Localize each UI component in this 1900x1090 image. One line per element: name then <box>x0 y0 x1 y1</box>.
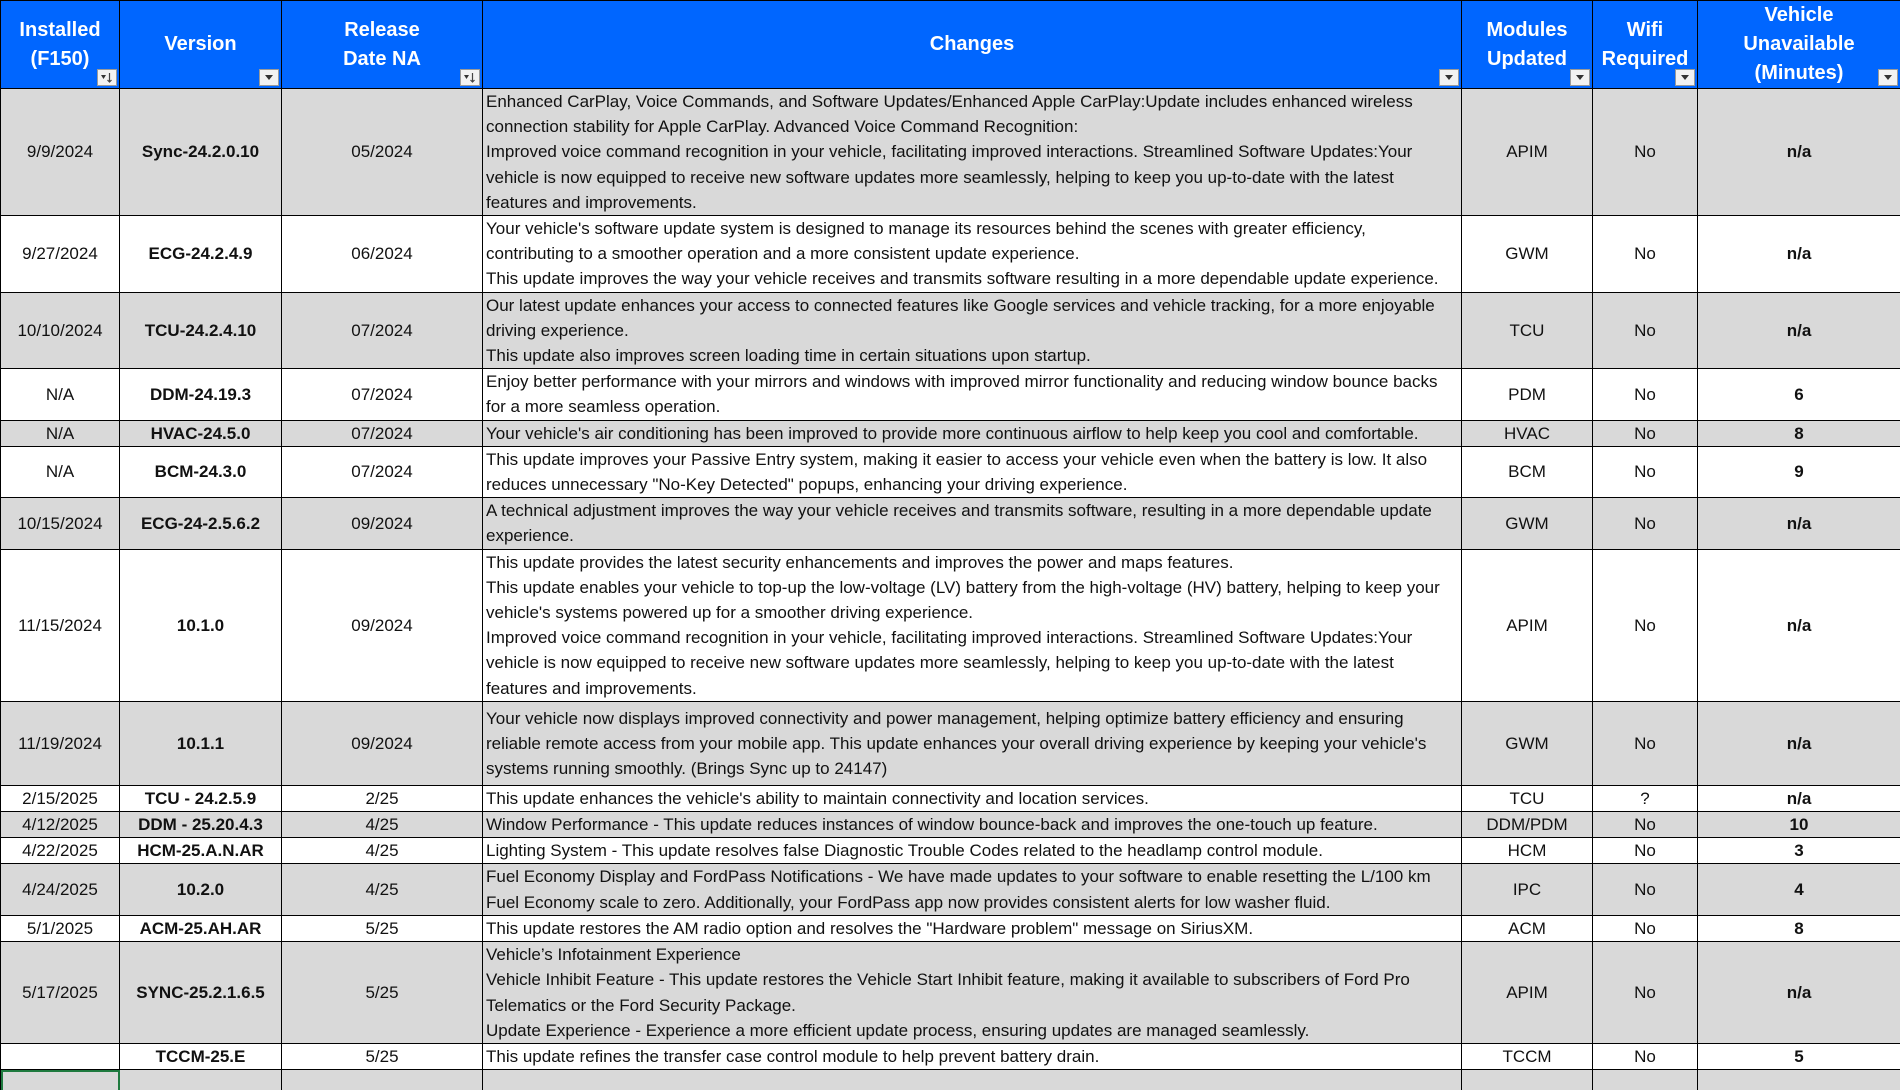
header-installed[interactable] <box>1 1 120 89</box>
header-changes[interactable] <box>483 1 1462 89</box>
cell-vehicle-unavailable[interactable]: n/a <box>1698 292 1900 369</box>
empty-cell[interactable] <box>1698 1070 1900 1090</box>
cell-wifi-required[interactable]: No <box>1593 292 1698 369</box>
cell-installed[interactable]: 4/12/2025 <box>1 812 120 838</box>
table-row <box>1 292 1900 369</box>
cell-version[interactable]: HCM-25.A.N.AR <box>120 838 282 864</box>
header-text-line: (F150) <box>30 47 90 70</box>
change-paragraph: Update Experience - Experience a more efficient update process, ensuring updates are managed seamlessly. <box>486 1020 1310 1040</box>
cell-changes[interactable] <box>483 838 1462 864</box>
table-row <box>1 420 1900 446</box>
header-text-line: Required <box>1601 47 1689 70</box>
header-text-line: Changes <box>929 33 1015 55</box>
cell-release-date[interactable]: 4/25 <box>282 864 483 915</box>
change-paragraph: Lighting System - This update resolves false Diagnostic Trouble Codes related to the headlamp control module. <box>486 841 1323 861</box>
cell-wifi-required[interactable]: No <box>1593 915 1698 941</box>
change-paragraph: Vehicle’s Infotainment Experience <box>486 945 741 965</box>
cell-wifi-required[interactable]: No <box>1593 838 1698 864</box>
change-paragraph: This update also improves screen loading time in certain situations upon startup. <box>486 346 1091 366</box>
change-paragraph: Vehicle Inhibit Feature - This update restores the Vehicle Start Inhibit feature, making it available to subscribers of Ford Pro Telematics or the Ford Security Package. <box>486 970 1410 1015</box>
header-row <box>1 1 1900 89</box>
empty-cell[interactable] <box>1593 1070 1698 1090</box>
cell-release-date[interactable]: 2/25 <box>282 785 483 811</box>
filter-dropdown-icon[interactable] <box>1675 69 1695 86</box>
cell-vehicle-unavailable[interactable]: 4 <box>1698 864 1900 915</box>
cell-modules-updated[interactable]: ACM <box>1462 915 1593 941</box>
cell-vehicle-unavailable[interactable]: n/a <box>1698 942 1900 1044</box>
cell-wifi-required[interactable]: No <box>1593 812 1698 838</box>
change-paragraph: This update improves the way your vehicle receives and transmits software resulting in a more dependable update experience. <box>486 269 1439 289</box>
header-text-line: Modules <box>1486 18 1568 41</box>
cell-version[interactable]: 10.1.1 <box>120 701 282 785</box>
cell-modules-updated[interactable]: BCM <box>1462 446 1593 497</box>
header-text-line: Updated <box>1487 47 1567 70</box>
cell-changes[interactable] <box>483 292 1462 369</box>
sort-ascending-icon[interactable] <box>460 69 480 86</box>
cell-changes[interactable] <box>483 89 1462 216</box>
cell-wifi-required[interactable]: No <box>1593 498 1698 549</box>
change-paragraph: Enhanced CarPlay, Voice Commands, and Software Updates/Enhanced Apple CarPlay:Update includes enhanced wireless connection stability for Apple CarPlay. Advanced Voice Command Recognition: <box>486 92 1413 137</box>
table-row <box>1 549 1900 701</box>
cell-changes[interactable] <box>483 369 1462 420</box>
cell-changes[interactable] <box>483 864 1462 915</box>
table-row <box>1 1043 1900 1069</box>
cell-wifi-required[interactable]: No <box>1593 420 1698 446</box>
cell-modules-updated[interactable]: GWM <box>1462 701 1593 785</box>
cell-wifi-required[interactable]: No <box>1593 701 1698 785</box>
cell-changes[interactable] <box>483 549 1462 701</box>
cell-installed[interactable]: 10/10/2024 <box>1 292 120 369</box>
cell-modules-updated[interactable]: TCCM <box>1462 1043 1593 1069</box>
header-text-line: Version <box>164 33 237 55</box>
cell-release-date[interactable]: 09/2024 <box>282 549 483 701</box>
header-text-line: Wifi <box>1626 18 1664 41</box>
cell-release-date[interactable]: 09/2024 <box>282 498 483 549</box>
cell-version[interactable]: DDM - 25.20.4.3 <box>120 812 282 838</box>
filter-dropdown-icon[interactable] <box>1570 69 1590 86</box>
cell-installed[interactable]: 11/19/2024 <box>1 701 120 785</box>
cell-changes[interactable] <box>483 498 1462 549</box>
cell-release-date[interactable]: 05/2024 <box>282 89 483 216</box>
change-paragraph: Enjoy better performance with your mirrors and windows with improved mirror functionality and reducing window bounce backs for a more seamless operation. <box>486 372 1438 417</box>
change-paragraph: Your vehicle's software update system is designed to manage its resources behind the scenes with greater efficiency, contributing to a smoother operation and a more consistent update experience. <box>486 219 1366 264</box>
table-row <box>1 498 1900 549</box>
change-paragraph: This update improves your Passive Entry system, making it easier to access your vehicle even when the battery is low. It also reduces unnecessary "No-Key Detected" popups, enhancing your driving experience. <box>486 449 1428 495</box>
change-paragraph: Our latest update enhances your access to connected features like Google services and vehicle tracking, for a more enjoyable driving experience. <box>486 295 1435 340</box>
cell-version[interactable]: ACM-25.AH.AR <box>120 915 282 941</box>
cell-modules-updated[interactable]: APIM <box>1462 549 1593 701</box>
cell-vehicle-unavailable[interactable]: n/a <box>1698 549 1900 701</box>
empty-cell[interactable] <box>483 1070 1462 1090</box>
cell-version[interactable]: ECG-24-2.5.6.2 <box>120 498 282 549</box>
cell-installed[interactable]: N/A <box>1 420 120 446</box>
cell-release-date[interactable]: 07/2024 <box>282 292 483 369</box>
sort-ascending-icon[interactable] <box>97 69 117 86</box>
header-wifi-required[interactable] <box>1593 1 1698 89</box>
cell-release-date[interactable]: 06/2024 <box>282 216 483 293</box>
cell-version[interactable]: TCU-24.2.4.10 <box>120 292 282 369</box>
header-text-line: Unavailable <box>1743 33 1855 55</box>
cell-vehicle-unavailable[interactable]: 9 <box>1698 446 1900 497</box>
cell-vehicle-unavailable[interactable]: 10 <box>1698 812 1900 838</box>
empty-cell[interactable] <box>120 1070 282 1090</box>
change-paragraph: This update enhances the vehicle's ability to maintain connectivity and location services. <box>486 788 1149 808</box>
change-paragraph: Improved voice command recognition in your vehicle, facilitating improved interactions. Streamlined Software Updates:Your vehicle is now equipped to receive new software updates more seamlessly, helping to keep you up-to-date with the latest features and improvements. <box>486 142 1413 212</box>
header-modules-updated[interactable] <box>1462 1 1593 89</box>
cell-modules-updated[interactable]: HCM <box>1462 838 1593 864</box>
table-row <box>1 838 1900 864</box>
change-paragraph: A technical adjustment improves the way your vehicle receives and transmits software, resulting in a more dependable update experience. <box>486 501 1432 546</box>
cell-release-date[interactable]: 07/2024 <box>282 369 483 420</box>
cell-installed[interactable]: 11/15/2024 <box>1 549 120 701</box>
cell-version[interactable]: ECG-24.2.4.9 <box>120 216 282 293</box>
change-paragraph: Window Performance - This update reduces instances of window bounce-back and improves the one-touch up feature. <box>486 815 1378 835</box>
table-body <box>1 89 1900 1090</box>
header-vehicle-unavailable[interactable] <box>1698 1 1900 89</box>
cell-vehicle-unavailable[interactable]: n/a <box>1698 89 1900 216</box>
header-text-line: Release <box>344 18 420 41</box>
cell-modules-updated[interactable]: GWM <box>1462 216 1593 293</box>
cell-vehicle-unavailable[interactable]: 6 <box>1698 369 1900 420</box>
change-paragraph: This update refines the transfer case control module to help prevent battery drain. <box>486 1046 1100 1066</box>
cell-changes[interactable] <box>483 915 1462 941</box>
table-row <box>1 216 1900 293</box>
filter-dropdown-icon[interactable] <box>1878 69 1898 86</box>
cell-modules-updated[interactable]: TCU <box>1462 785 1593 811</box>
empty-row <box>1 1070 1900 1090</box>
cell-wifi-required[interactable]: No <box>1593 89 1698 216</box>
cell-modules-updated[interactable]: APIM <box>1462 942 1593 1044</box>
cell-installed[interactable]: 5/1/2025 <box>1 915 120 941</box>
cell-release-date[interactable]: 5/25 <box>282 915 483 941</box>
cell-vehicle-unavailable[interactable]: n/a <box>1698 498 1900 549</box>
header-release-date[interactable] <box>282 1 483 89</box>
cell-installed[interactable]: 9/9/2024 <box>1 89 120 216</box>
change-paragraph: Your vehicle now displays improved connectivity and power management, helping optimize battery efficiency and ensuring reliable remote access from your mobile app. This update enhances your overall driving experience by keeping your vehicle's systems running smoothly. (Brings Sync up to 24147) <box>486 708 1427 778</box>
table-row <box>1 864 1900 915</box>
table-row <box>1 369 1900 420</box>
cell-installed[interactable]: N/A <box>1 369 120 420</box>
cell-modules-updated[interactable]: TCU <box>1462 292 1593 369</box>
cell-wifi-required[interactable]: No <box>1593 1043 1698 1069</box>
cell-version[interactable]: 10.1.0 <box>120 549 282 701</box>
cell-installed[interactable]: 2/15/2025 <box>1 785 120 811</box>
header-version[interactable] <box>120 1 282 89</box>
empty-cell[interactable] <box>282 1070 483 1090</box>
cell-changes[interactable] <box>483 701 1462 785</box>
empty-cell[interactable] <box>1 1070 120 1090</box>
change-paragraph: Your vehicle's air conditioning has been improved to provide more continuous airflow to help keep you cool and comfortable. <box>486 423 1419 443</box>
table-row <box>1 89 1900 216</box>
cell-wifi-required[interactable]: No <box>1593 549 1698 701</box>
table-row <box>1 915 1900 941</box>
header-text-line: Date NA <box>343 47 421 70</box>
cell-release-date[interactable]: 4/25 <box>282 838 483 864</box>
cell-version[interactable]: TCCM-25.E <box>120 1043 282 1069</box>
cell-wifi-required[interactable]: No <box>1593 216 1698 293</box>
cell-release-date[interactable]: 09/2024 <box>282 701 483 785</box>
cell-changes[interactable] <box>483 1043 1462 1069</box>
empty-cell[interactable] <box>1462 1070 1593 1090</box>
header-text-line: Installed <box>19 18 101 41</box>
cell-modules-updated[interactable]: IPC <box>1462 864 1593 915</box>
cell-vehicle-unavailable[interactable]: 3 <box>1698 838 1900 864</box>
change-paragraph: Improved voice command recognition in your vehicle, facilitating improved interactions. Streamlined Software Updates:Your vehicle is now equipped to receive new software updates more seamlessly, helping to keep you up-to-date with the latest features and improvements. <box>486 628 1413 698</box>
cell-version[interactable]: BCM-24.3.0 <box>120 446 282 497</box>
cell-release-date[interactable]: 4/25 <box>282 812 483 838</box>
cell-modules-updated[interactable]: APIM <box>1462 89 1593 216</box>
cell-version[interactable]: HVAC-24.5.0 <box>120 420 282 446</box>
cell-changes[interactable] <box>483 942 1462 1044</box>
cell-version[interactable]: 10.2.0 <box>120 864 282 915</box>
cell-installed[interactable]: 9/27/2024 <box>1 216 120 293</box>
change-paragraph: This update provides the latest security enhancements and improves the power and maps features. <box>486 552 1234 572</box>
cell-wifi-required[interactable]: No <box>1593 369 1698 420</box>
change-paragraph: This update restores the AM radio option and resolves the "Hardware problem" message on SiriusXM. <box>486 918 1254 938</box>
change-paragraph: Fuel Economy Display and FordPass Notifications - We have made updates to your software to enable resetting the L/100 km Fuel Economy scale to zero. Additionally, your FordPass app now provides consistent alerts for low washer fluid. <box>486 867 1431 912</box>
cell-release-date[interactable]: 07/2024 <box>282 446 483 497</box>
cell-release-date[interactable]: 5/25 <box>282 1043 483 1069</box>
cell-wifi-required[interactable]: No <box>1593 446 1698 497</box>
cell-wifi-required[interactable]: No <box>1593 942 1698 1044</box>
cell-changes[interactable] <box>483 216 1462 293</box>
cell-installed[interactable]: 4/22/2025 <box>1 838 120 864</box>
filter-dropdown-icon[interactable] <box>1439 69 1459 86</box>
filter-dropdown-icon[interactable] <box>259 69 279 86</box>
cell-modules-updated[interactable]: DDM/PDM <box>1462 812 1593 838</box>
cell-modules-updated[interactable]: HVAC <box>1462 420 1593 446</box>
cell-vehicle-unavailable[interactable]: n/a <box>1698 701 1900 785</box>
cell-vehicle-unavailable[interactable]: 5 <box>1698 1043 1900 1069</box>
table-row <box>1 785 1900 811</box>
cell-release-date[interactable]: 5/25 <box>282 942 483 1044</box>
cell-vehicle-unavailable[interactable]: n/a <box>1698 216 1900 293</box>
header-text-line: (Minutes) <box>1754 62 1844 84</box>
cell-vehicle-unavailable[interactable]: n/a <box>1698 785 1900 811</box>
table-row <box>1 446 1900 497</box>
cell-installed[interactable]: 4/24/2025 <box>1 864 120 915</box>
cell-vehicle-unavailable[interactable]: 8 <box>1698 420 1900 446</box>
cell-modules-updated[interactable]: PDM <box>1462 369 1593 420</box>
cell-changes[interactable] <box>483 785 1462 811</box>
cell-vehicle-unavailable[interactable]: 8 <box>1698 915 1900 941</box>
cell-wifi-required[interactable]: ? <box>1593 785 1698 811</box>
cell-version[interactable]: Sync-24.2.0.10 <box>120 89 282 216</box>
change-paragraph: This update enables your vehicle to top-up the low-voltage (LV) battery from the high-voltage (HV) battery, helping to keep your vehicle's systems powered up for a smoother driving experience. <box>486 577 1440 623</box>
cell-installed[interactable] <box>1 1043 120 1069</box>
header-text-line: Vehicle <box>1764 4 1834 26</box>
table-row <box>1 942 1900 1044</box>
cell-version[interactable]: SYNC-25.2.1.6.5 <box>120 942 282 1044</box>
table-row <box>1 812 1900 838</box>
cell-changes[interactable] <box>483 812 1462 838</box>
cell-installed[interactable]: 5/17/2025 <box>1 942 120 1044</box>
cell-changes[interactable] <box>483 420 1462 446</box>
cell-installed[interactable]: N/A <box>1 446 120 497</box>
table-row <box>1 701 1900 785</box>
cell-installed[interactable]: 10/15/2024 <box>1 498 120 549</box>
cell-release-date[interactable]: 07/2024 <box>282 420 483 446</box>
cell-changes[interactable] <box>483 446 1462 497</box>
cell-wifi-required[interactable]: No <box>1593 864 1698 915</box>
cell-version[interactable]: TCU - 24.2.5.9 <box>120 785 282 811</box>
cell-modules-updated[interactable]: GWM <box>1462 498 1593 549</box>
cell-version[interactable]: DDM-24.19.3 <box>120 369 282 420</box>
